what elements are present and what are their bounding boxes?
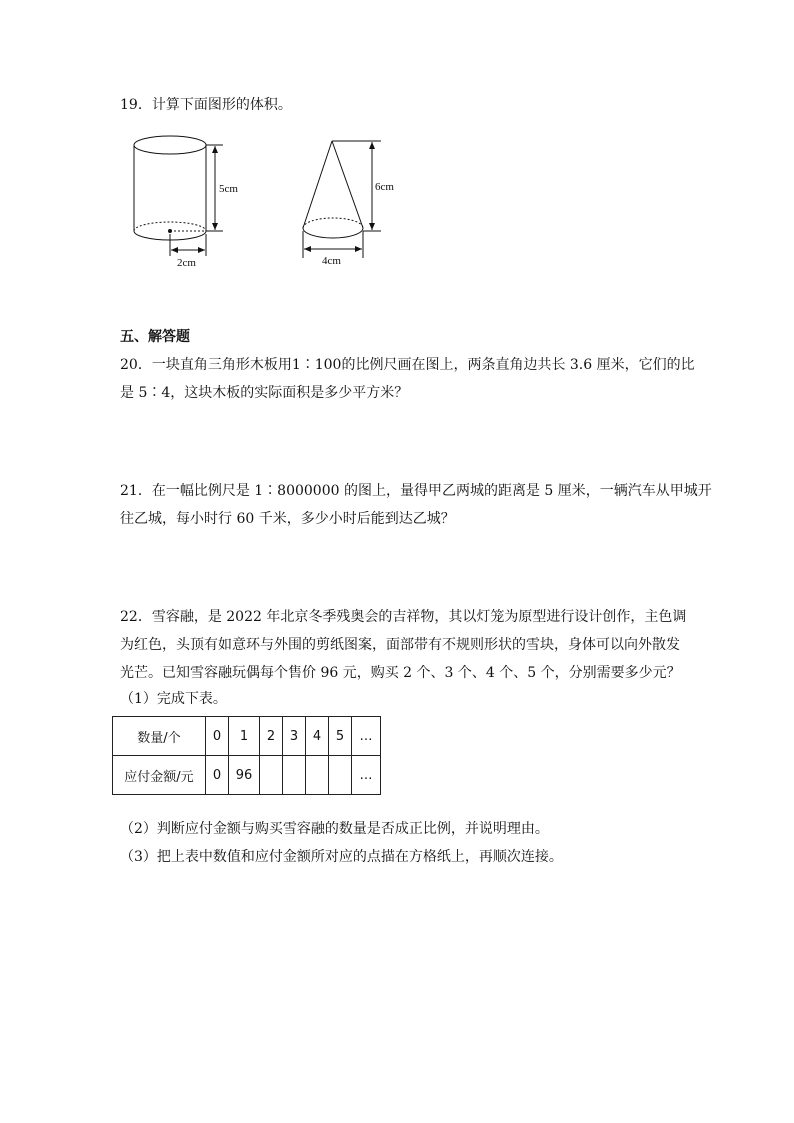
table-row-amount: [113, 756, 381, 795]
cone-left-side: [303, 141, 332, 228]
table-cell: 0: [206, 756, 229, 795]
cylinder-radius-arrowhead-left: [171, 247, 178, 253]
table-cell: 0: [206, 717, 229, 756]
cylinder-height-arrowhead-bottom: [212, 223, 218, 230]
cylinder-top-ellipse: [134, 136, 206, 154]
cylinder-height-label: 5cm: [219, 183, 238, 195]
cone-height-label: 6cm: [375, 181, 394, 193]
table-cell: 4: [306, 717, 329, 756]
cone-base-front: [303, 228, 363, 238]
cylinder-radius-arrowhead-right: [198, 247, 205, 253]
q22-line3: 光芒。已知雪容融玩偶每个售价 96 元，购买 2 个、3 个、4 个、5 个，分别需要多少元？: [120, 665, 681, 681]
cone-diam-arrowhead-left: [304, 246, 311, 252]
cone-height-arrowhead-top: [369, 142, 375, 149]
table-row-quantity: [113, 717, 381, 756]
table-cell: [329, 756, 352, 795]
cone-height-arrowhead-bottom: [369, 223, 375, 230]
table-cell: [260, 756, 283, 795]
cone-right-side: [332, 141, 363, 228]
section-title: 五、解答题: [120, 329, 190, 345]
table-cell: 96: [229, 756, 260, 795]
table-cell: 1: [229, 717, 260, 756]
table-cell: 2: [260, 717, 283, 756]
q22-part3: （3）把上表中数值和应付金额所对应的点描在方格纸上，再顺次连接。: [120, 849, 563, 865]
cone-diameter-label: 4cm: [322, 255, 341, 267]
q21-line2: 往乙城，每小时行 60 千米，多少小时后能到达乙城？: [120, 511, 455, 527]
q20-line2: 是 5∶4，这块木板的实际面积是多少平方米？: [120, 385, 409, 401]
q21-line1: 21．在一幅比例尺是 1∶8000000 的图上，量得甲乙两城的距离是 5 厘米，一辆汽车从甲城开: [120, 483, 712, 499]
cylinder-figure: [125, 130, 260, 270]
table-cell: [306, 756, 329, 795]
q20-line1: 20．一块直角三角形木板用1∶100的比例尺画在图上，两条直角边共长 3.6 厘米，它们的比: [120, 357, 695, 373]
cylinder-height-arrowhead-top: [212, 146, 218, 153]
table-cell: …: [352, 717, 381, 756]
q22-part1: （1）完成下表。: [120, 691, 227, 707]
table-header-quantity: 数量/个: [113, 717, 206, 756]
cone-diam-arrowhead-right: [355, 246, 362, 252]
cylinder-radius-label: 2cm: [177, 257, 196, 269]
table-cell: …: [352, 756, 381, 795]
cone-base-back: [303, 218, 363, 228]
q22-line2: 为红色，头顶有如意环与外围的剪纸图案，面部带有不规则形状的雪块，身体可以向外散发: [120, 637, 680, 653]
table-cell: [283, 756, 306, 795]
q22-part2: （2）判断应付金额与购买雪容融的数量是否成正比例，并说明理由。: [120, 821, 549, 837]
table-header-amount: 应付金额/元: [113, 756, 206, 795]
table-cell: 3: [283, 717, 306, 756]
quantity-price-table: [112, 716, 381, 795]
cone-figure: [295, 130, 415, 270]
q19-text: 19．计算下面图形的体积。: [120, 97, 292, 113]
q22-line1: 22．雪容融，是 2022 年北京冬季残奥会的吉祥物，其以灯笼为原型进行设计创作，主色调: [120, 609, 687, 625]
table-cell: 5: [329, 717, 352, 756]
